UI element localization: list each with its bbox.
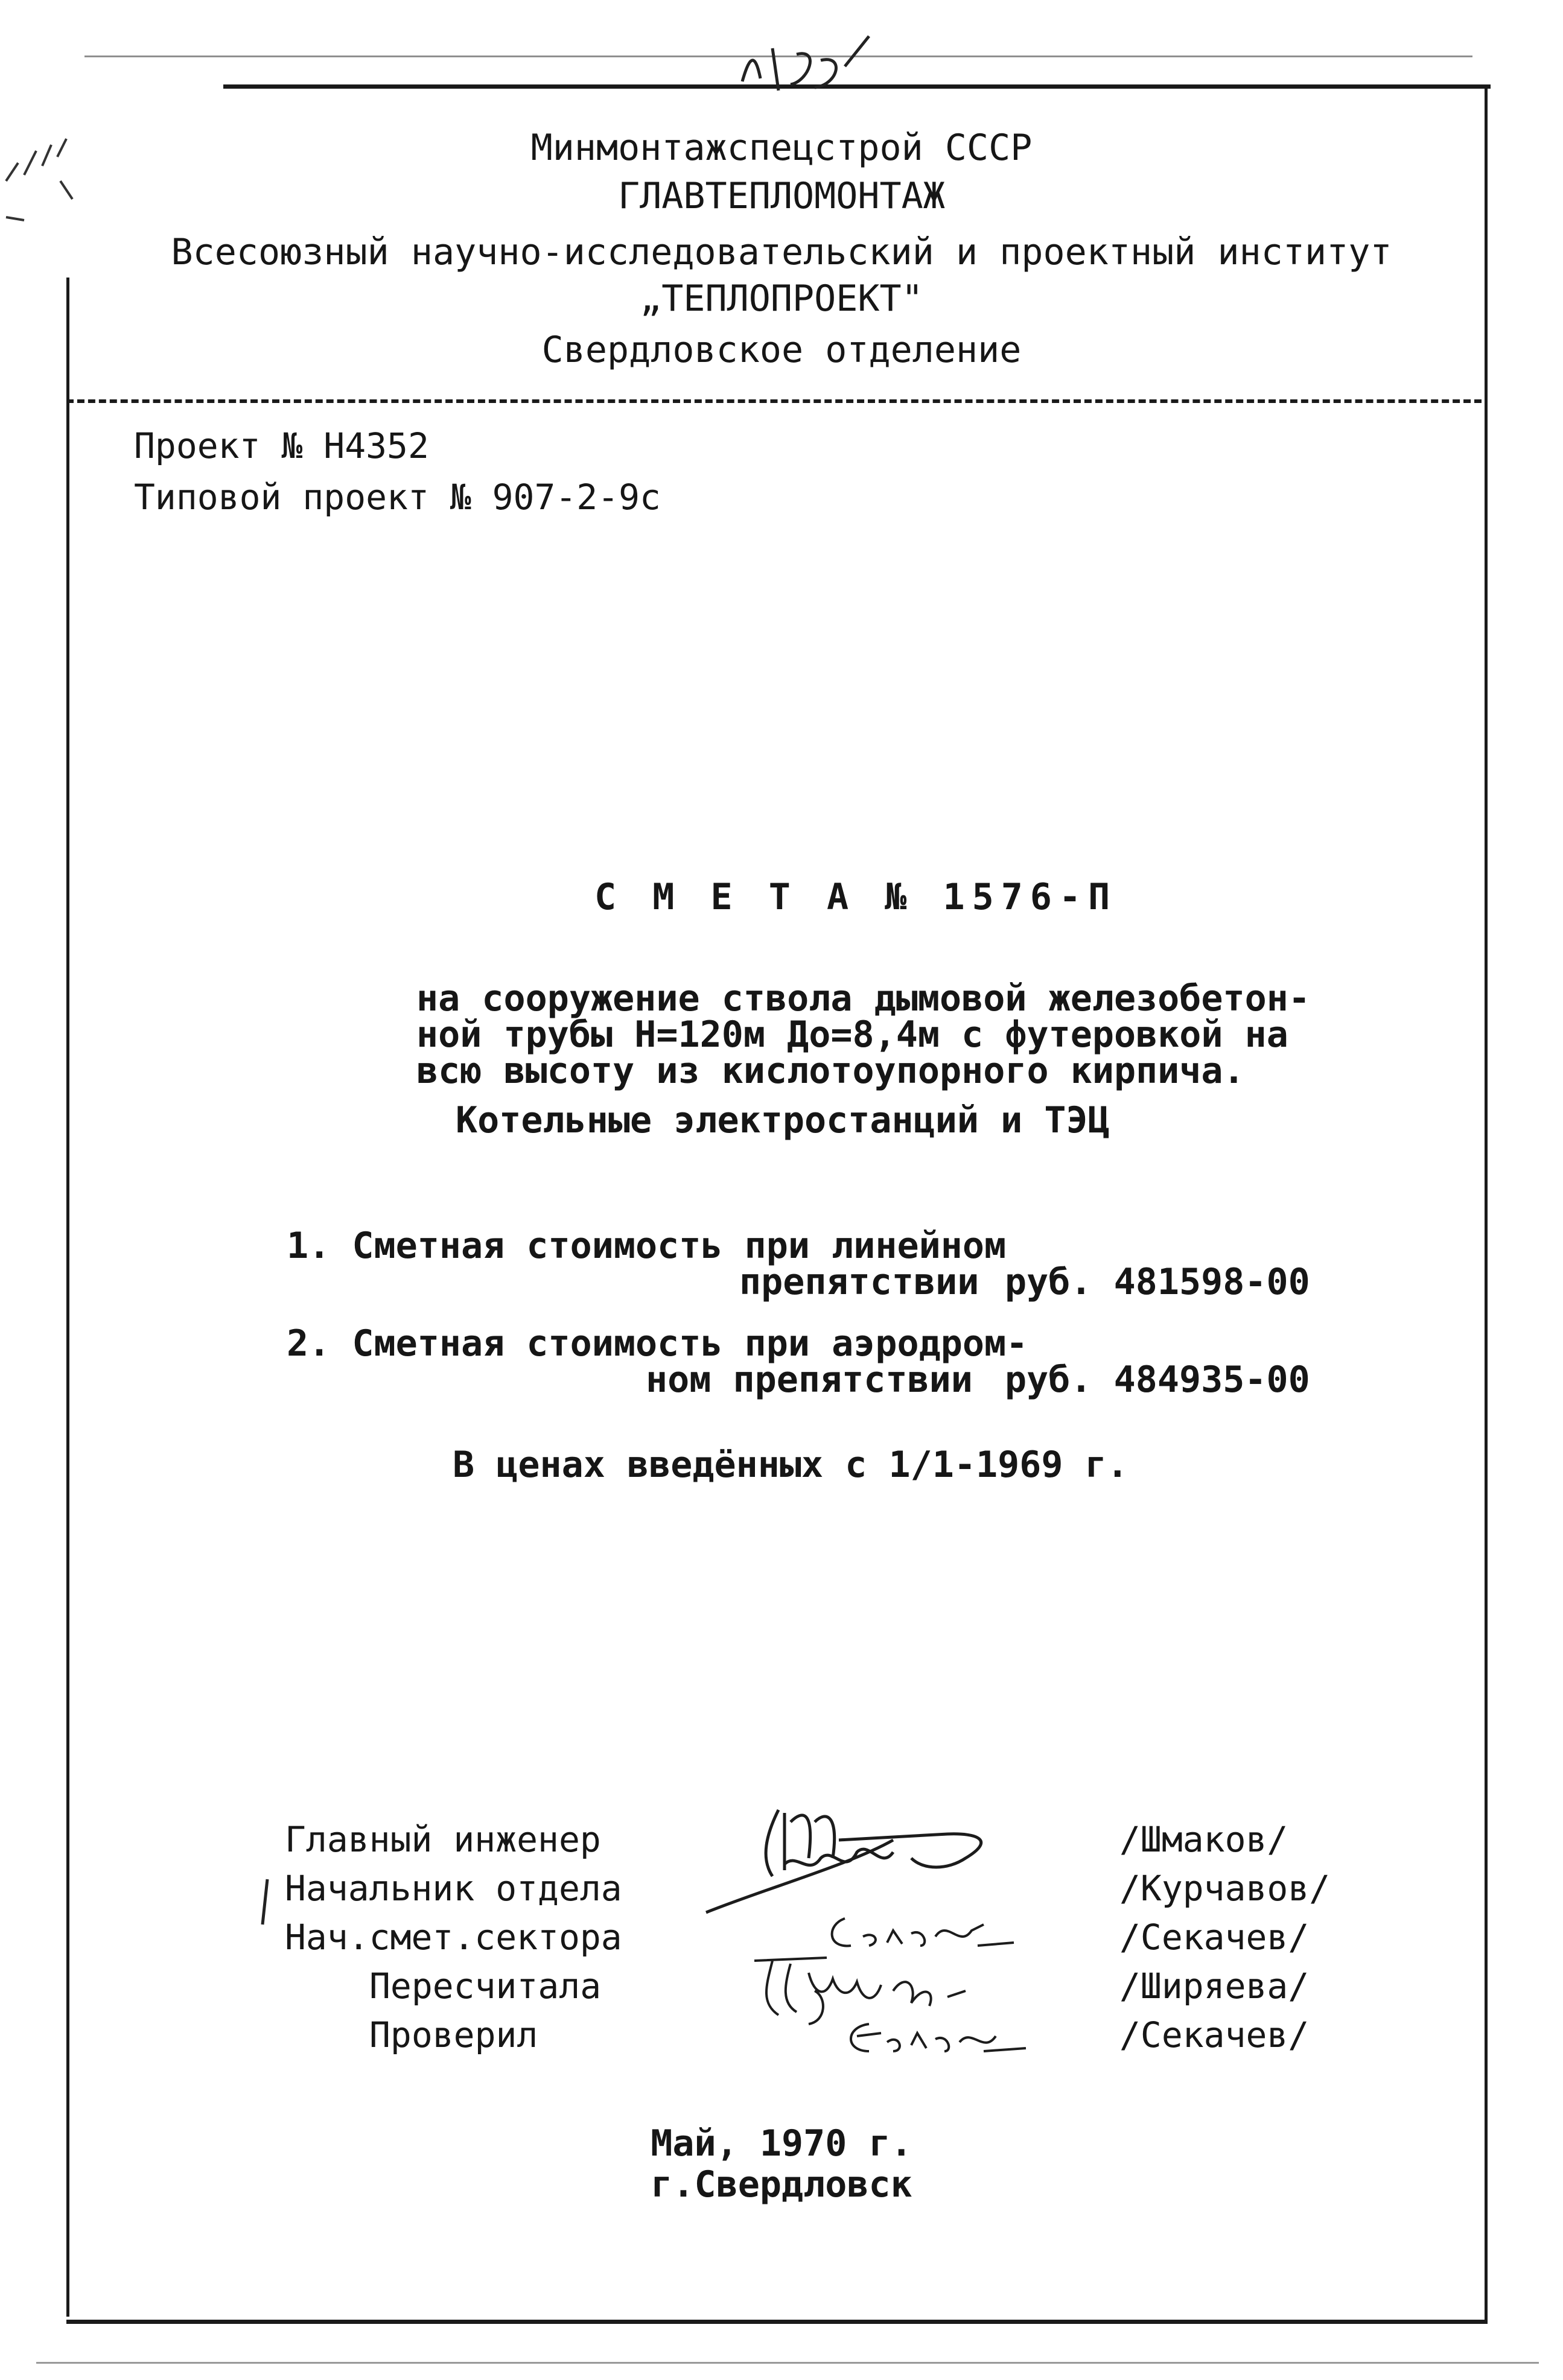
margin-tick-mark bbox=[256, 1876, 275, 1931]
signatory-name: /Секачев/ bbox=[1119, 1917, 1310, 1958]
frame-left-line bbox=[66, 278, 69, 2317]
top-handwritten-mark bbox=[724, 24, 881, 97]
description-line: на сооружение ствола дымовой железобетон- bbox=[416, 977, 1311, 1020]
institute-description: Всесоюзный научно-исследовательский и проектный институт bbox=[171, 231, 1392, 273]
signatory-role: Проверил bbox=[369, 2014, 538, 2055]
institute-name: „ТЕПЛОПРОЕКТ" bbox=[640, 278, 923, 320]
cost-2-value: руб. 484935-00 bbox=[1005, 1359, 1310, 1401]
description-line: всю высоту из кислотоупорного кирпича. bbox=[416, 1050, 1245, 1092]
document-city: г.Свердловск bbox=[651, 2163, 912, 2206]
project-number: Проект № Н4352 bbox=[134, 425, 429, 466]
signatory-name: /Секачев/ bbox=[1119, 2014, 1310, 2055]
header-dashed-divider bbox=[66, 399, 1482, 403]
cost-1-label-cont: препятствии bbox=[739, 1261, 979, 1303]
category-line: Котельные электростанций и ТЭЦ bbox=[456, 1099, 1110, 1141]
document-date: Май, 1970 г. bbox=[651, 2122, 912, 2165]
branch-name: Свердловское отделение bbox=[541, 329, 1022, 371]
cost-2-label: 2. Сметная стоимость при аэродром- bbox=[287, 1322, 1028, 1365]
description-line: ной трубы Н=120м До=8,4м с футеровкой на bbox=[416, 1014, 1288, 1056]
ministry-name: Минмонтажспецстрой СССР bbox=[530, 127, 1033, 169]
signatory-name: /Курчавов/ bbox=[1119, 1868, 1331, 1909]
department-name: ГЛАВТЕПЛОМОНТАЖ bbox=[618, 175, 945, 217]
signatory-role: Начальник отдела bbox=[285, 1868, 622, 1909]
cost-1-label: 1. Сметная стоимость при линейном bbox=[287, 1225, 1007, 1267]
typical-project-number: Типовой проект № 907-2-9с bbox=[134, 477, 661, 518]
signatory-name: /Ширяева/ bbox=[1119, 1966, 1310, 2007]
signatory-name: /Шмаков/ bbox=[1119, 1819, 1288, 1860]
frame-bottom-line bbox=[66, 2320, 1488, 2324]
document-title: С М Е Т А № 1576-П bbox=[594, 876, 1118, 918]
cost-2-label-cont: ном препятствии bbox=[646, 1359, 973, 1401]
frame-right-line bbox=[1485, 84, 1488, 2323]
frame-bottom-thin-line bbox=[36, 2362, 1539, 2364]
signature-checked bbox=[833, 2009, 1038, 2063]
signatory-role: Пересчитала bbox=[369, 1966, 602, 2007]
cost-1-value: руб. 481598-00 bbox=[1005, 1261, 1310, 1303]
estimate-description bbox=[416, 977, 1311, 1092]
signatory-role: Нач.смет.сектора bbox=[285, 1917, 622, 1958]
signature-chief-engineer bbox=[694, 1786, 1056, 1918]
signatory-role: Главный инженер bbox=[285, 1819, 601, 1860]
prices-note: В ценах введённых с 1/1-1969 г. bbox=[453, 1444, 1128, 1486]
